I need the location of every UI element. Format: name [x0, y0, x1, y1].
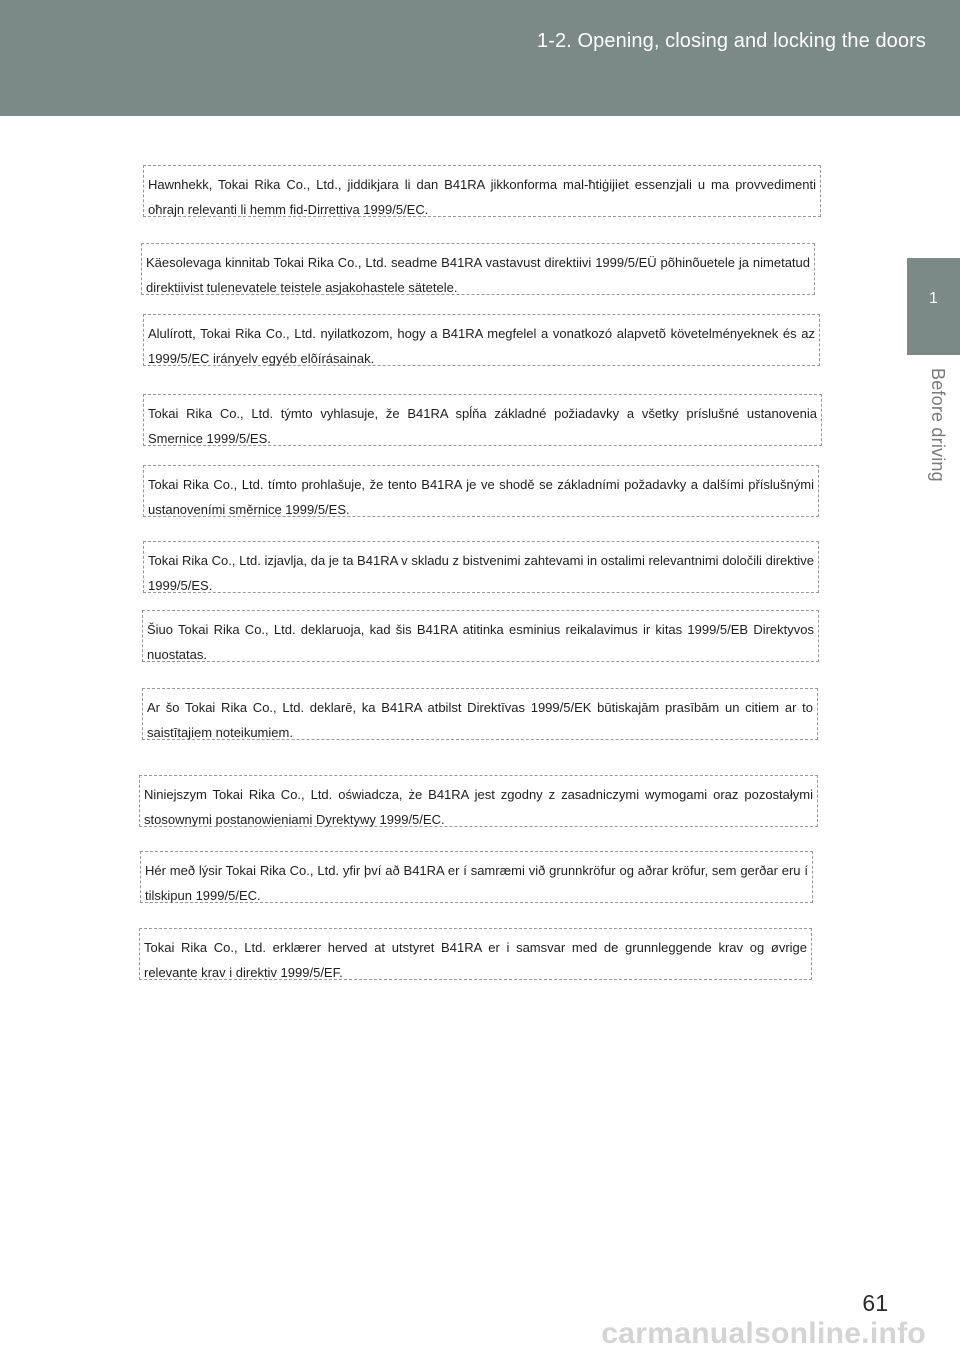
section-title: 1-2. Opening, closing and locking the doors: [537, 30, 926, 52]
declaration-box: [143, 465, 819, 517]
declaration-text: Ar šo Tokai Rika Co., Ltd. deklarē, ka B41RA atbilst Direktīvas 1999/5/EK būtiskajām prasībām un citiem ar to saistītajiem noteikumiem.: [147, 700, 813, 740]
declaration-box: [140, 851, 813, 903]
declaration-box: [139, 928, 812, 980]
declaration-text: Niniejszym Tokai Rika Co., Ltd. oświadcza, że B41RA jest zgodny z zasadniczymi wymogami oraz pozostałymi stosownymi postanowieniami Dyrektywy 1999/5/EC.: [144, 787, 813, 827]
declaration-box: [142, 688, 818, 740]
declaration-box: [141, 243, 815, 295]
chapter-number: 1: [929, 290, 938, 307]
chapter-label: Before driving: [928, 368, 948, 482]
declaration-text: Alulírott, Tokai Rika Co., Ltd. nyilatkozom, hogy a B41RA megfelel a vonatkozó alapvetõ követelményeknek és az 1999/5/EC irányelv egyéb elõírásainak.: [148, 326, 815, 366]
declaration-box: [143, 541, 819, 593]
declaration-text: Käesolevaga kinnitab Tokai Rika Co., Ltd. seadme B41RA vastavust direktiivi 1999/5/EÜ põhinõuetele ja nimetatud direktiivist tulenevatele teistele asjakohastele sätetele.: [146, 255, 810, 295]
declaration-text: Tokai Rika Co., Ltd. erklærer herved at utstyret B41RA er i samsvar med de grunnleggende krav og øvrige relevante krav i direktiv 1999/5/EF.: [144, 940, 807, 980]
declaration-text: Tokai Rika Co., Ltd. tímto prohlašuje, že tento B41RA je ve shodě se základními požadavky a dalšími příslušnými ustanoveními směrnice 1999/5/ES.: [148, 477, 814, 517]
declaration-text: Hér með lýsir Tokai Rika Co., Ltd. yfir því að B41RA er í samræmi við grunnkröfur og aðrar kröfur, sem gerðar eru í tilskipun 1999/5/EC.: [145, 863, 808, 903]
declaration-text: Hawnhekk, Tokai Rika Co., Ltd., jiddikjara li dan B41RA jikkonforma mal-ħtiġijiet essenzjali u ma provvedimenti oħrajn relevanti li hemm fid-Dirrettiva 1999/5/EC.: [148, 177, 816, 217]
page-number: 61: [862, 1290, 888, 1316]
declaration-box: [142, 610, 819, 662]
declaration-text: Šiuo Tokai Rika Co., Ltd. deklaruoja, kad šis B41RA atitinka esminius reikalavimus ir kitas 1999/5/EB Direktyvos nuostatas.: [147, 622, 814, 662]
declaration-box: [143, 165, 821, 217]
declaration-box: [139, 775, 818, 827]
declaration-box: [143, 314, 820, 366]
declaration-box: [143, 394, 822, 446]
watermark: carmanualsonline.info: [601, 1317, 926, 1350]
declaration-text: Tokai Rika Co., Ltd. izjavlja, da je ta B41RA v skladu z bistvenimi zahtevami in ostalimi relevantnimi določili direktive 1999/5/ES.: [148, 553, 814, 593]
declaration-text: Tokai Rika Co., Ltd. týmto vyhlasuje, že B41RA spĺňa základné požiadavky a všetky príslušné ustanovenia Smernice 1999/5/ES.: [148, 406, 817, 446]
